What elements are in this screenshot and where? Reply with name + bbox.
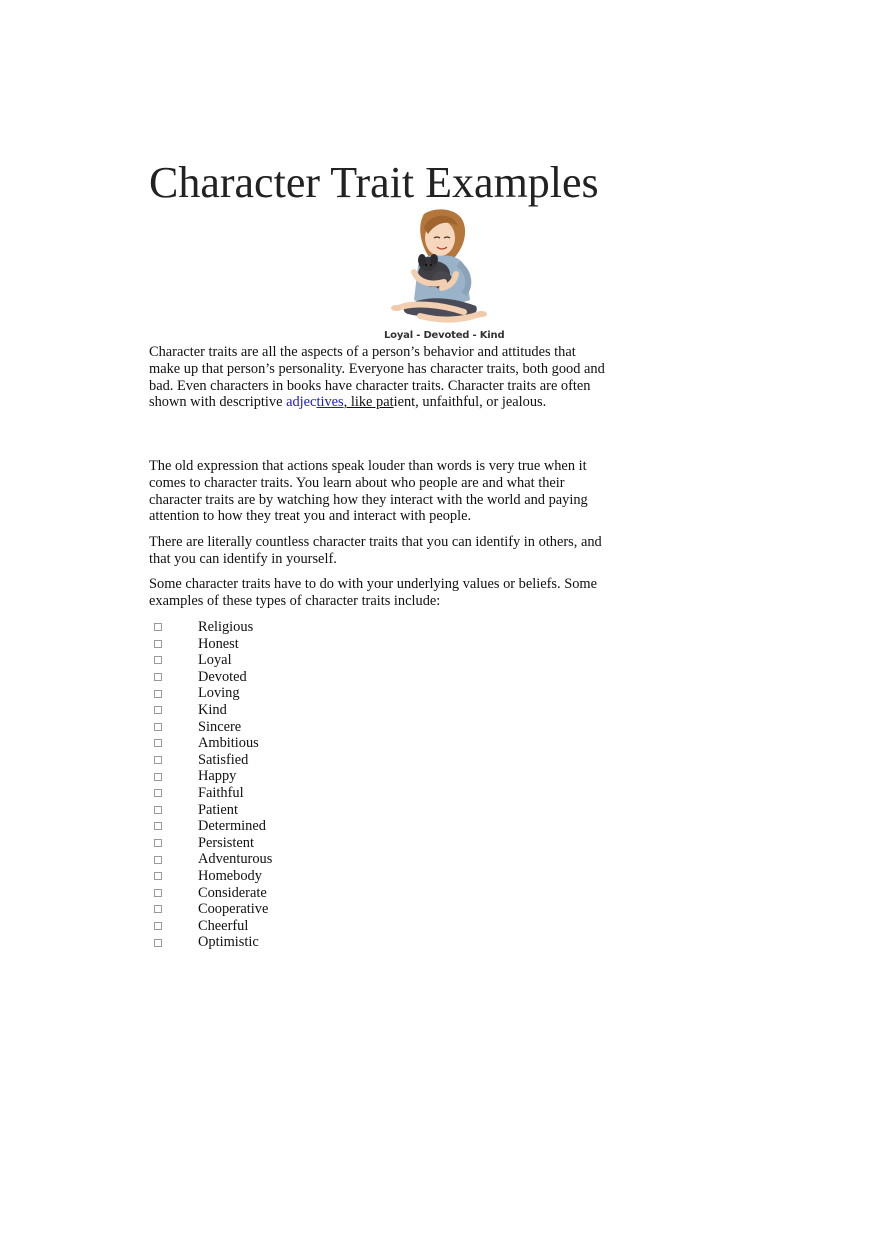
trait-label: Religious [198, 619, 254, 635]
underlined-fragment: , like pat [343, 394, 394, 411]
bullet-box-icon [154, 905, 162, 913]
bullet-box-icon [154, 806, 162, 814]
bullet-box-icon [154, 723, 162, 731]
bullet-box-icon [154, 939, 162, 947]
bullet-box-icon [154, 673, 162, 681]
list-item [149, 802, 272, 819]
trait-label: Homebody [198, 867, 262, 884]
actions-paragraph: The old expression that actions speak louder than words is very true when it comes to character traits. You learn about who people are and what their character traits are by watching how they interact with the world and paying attention to how they treat you and interact with people. [149, 458, 588, 525]
list-item [149, 652, 272, 669]
trait-label: Cooperative [198, 901, 269, 918]
trait-label: Considerate [198, 884, 267, 901]
bullet-box-icon [154, 739, 162, 747]
adjectives-link[interactable]: tives [316, 394, 344, 411]
trait-label: Loyal [198, 652, 232, 669]
trait-label: Ambitious [198, 735, 259, 752]
figure-caption: Loyal - Devoted - Kind [384, 330, 505, 341]
list-item [149, 719, 272, 736]
trait-label: Determined [198, 818, 266, 835]
bullet-box-icon [154, 872, 162, 880]
trait-label: Kind [198, 701, 227, 718]
list-item [149, 752, 272, 769]
bullet-box-icon [154, 623, 162, 631]
trait-label: Patient [198, 801, 238, 818]
countless-traits-paragraph: There are literally countless character traits that you can identify in others, and that you can identify in yourself. [149, 534, 602, 567]
intro-text-start: Character traits are all the aspects of a person’s behavior and attitudes that make up that person’s personality. Everyone has character traits, both good and bad. Even characters in books have character traits. Character traits are often shown with descriptive [149, 344, 605, 411]
list-item [149, 885, 272, 902]
list-item [149, 901, 272, 918]
bullet-box-icon [154, 773, 162, 781]
traits-list [149, 619, 272, 951]
trait-label: Optimistic [198, 934, 259, 951]
list-item [149, 851, 272, 868]
trait-label: Honest [198, 635, 239, 652]
bullet-box-icon [154, 856, 162, 864]
bullet-box-icon [154, 839, 162, 847]
list-item [149, 735, 272, 752]
intro-text-end: ient, unfaithful, or jealous. [393, 394, 547, 411]
trait-label: Persistent [198, 834, 254, 851]
bullet-box-icon [154, 822, 162, 830]
intro-paragraph [149, 344, 605, 411]
list-item [149, 619, 272, 636]
adjectives-link-part[interactable]: adjec [286, 394, 317, 411]
list-item [149, 934, 272, 951]
values-paragraph: Some character traits have to do with your underlying values or beliefs. Some examples of these types of character traits include: [149, 576, 597, 609]
bullet-box-icon [154, 706, 162, 714]
list-item [149, 785, 272, 802]
trait-label: Loving [198, 685, 240, 702]
bullet-box-icon [154, 656, 162, 664]
trait-label: Cheerful [198, 917, 249, 934]
bullet-box-icon [154, 690, 162, 698]
list-item [149, 636, 272, 653]
trait-label: Adventurous [198, 851, 273, 868]
trait-label: Satisfied [198, 751, 249, 768]
page-title: Character Trait Examples [149, 158, 599, 207]
bullet-box-icon [154, 640, 162, 648]
list-item [149, 835, 272, 852]
list-item [149, 702, 272, 719]
trait-label: Happy [198, 768, 237, 785]
list-item [149, 868, 272, 885]
bullet-box-icon [154, 889, 162, 897]
girl-hugging-dog-illustration [384, 208, 505, 342]
list-item [149, 818, 272, 835]
list-item [149, 685, 272, 702]
bullet-box-icon [154, 922, 162, 930]
list-item [149, 918, 272, 935]
list-item [149, 768, 272, 785]
list-item [149, 669, 272, 686]
trait-label: Sincere [198, 718, 242, 735]
trait-label: Devoted [198, 668, 247, 685]
bullet-box-icon [154, 756, 162, 764]
bullet-box-icon [154, 789, 162, 797]
trait-label: Faithful [198, 784, 244, 801]
